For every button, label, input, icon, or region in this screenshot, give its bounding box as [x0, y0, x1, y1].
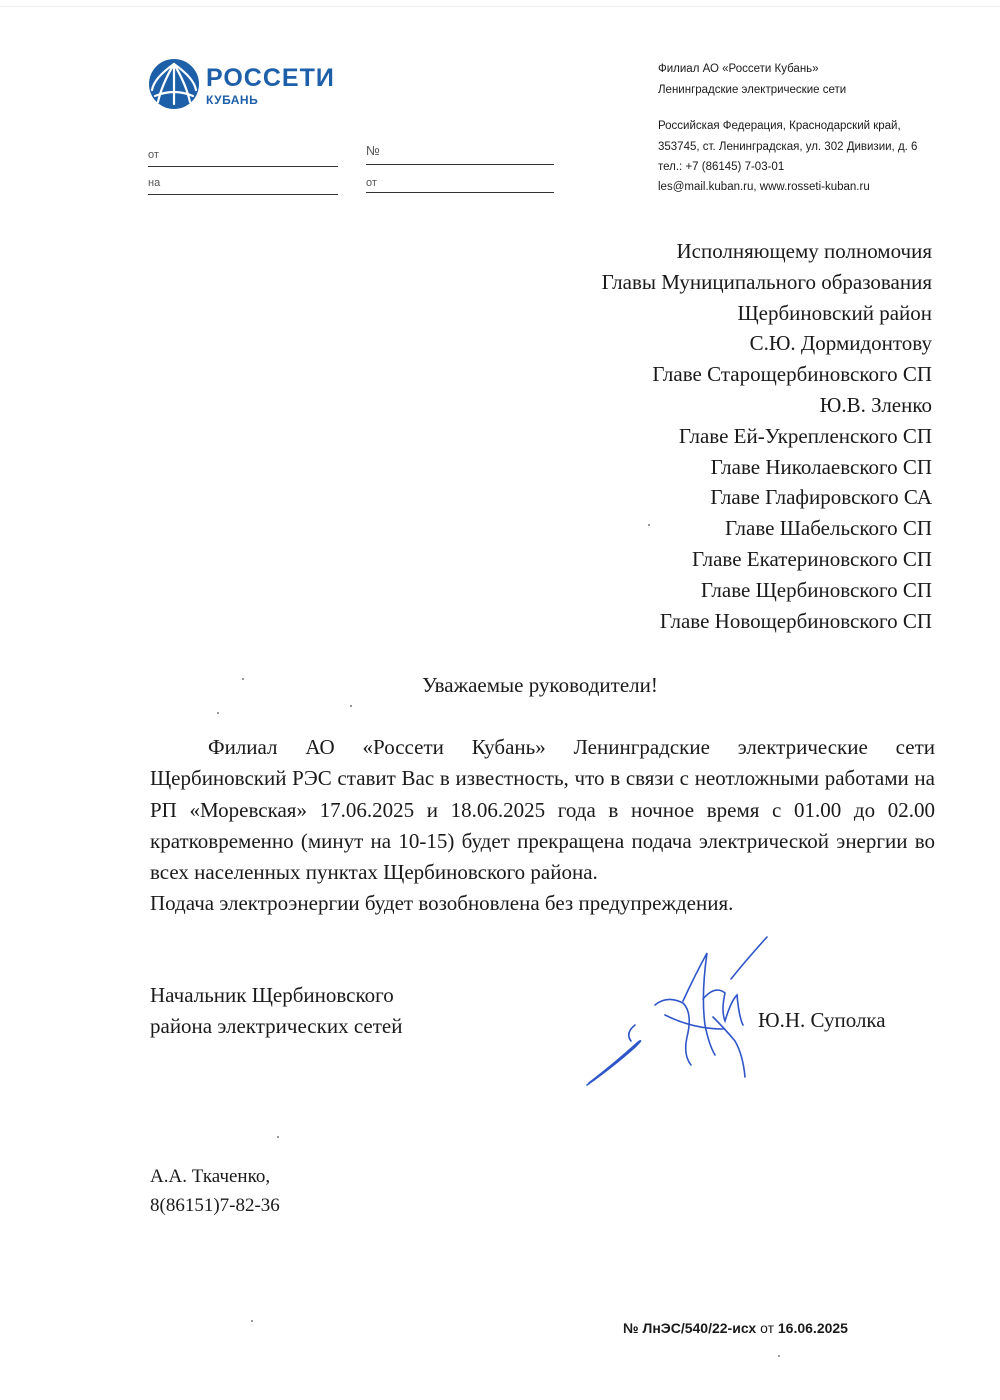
registration-number-value: ЛнЭС/540/22-исх — [642, 1320, 757, 1336]
logo-region-name: КУБАНЬ — [206, 93, 259, 107]
number-label: № — [366, 143, 380, 158]
sender-org-line1: Филиал АО «Россети Кубань» — [658, 63, 819, 75]
outgoing-date-label: от — [148, 149, 159, 161]
signatory-position-line: района электрических сетей — [150, 1014, 403, 1038]
reply-to-label: на — [148, 177, 161, 189]
sender-address-line1: Российская Федерация, Краснодарский край, — [658, 120, 901, 132]
reply-to-line — [148, 194, 338, 195]
scan-speck — [778, 1355, 780, 1357]
body-paragraph: Филиал АО «Россети Кубань» Ленинградские электрические сети Щербиновский РЭС ставит Вас в известность, что в связи с неотложными работами на РП «Моревская» 17.06.2025 и 18.06.2025 года в ночное время с 01.00 до 02.00 кратковременно (минут на 10-15) будет прекращена подача электрической энергии во всех населенных пунктах Щербиновского района. — [150, 735, 935, 885]
scan-speck — [277, 1136, 279, 1138]
addressee-line: Главы Муниципального образования — [601, 269, 932, 294]
signatory-position — [150, 980, 402, 1042]
addressee-line: Главе Николаевского СП — [710, 454, 932, 479]
page-top-border — [0, 6, 1000, 7]
executor-name: А.А. Ткаченко, — [150, 1166, 271, 1187]
scan-speck — [350, 705, 352, 707]
logo-brand-name: РОССЕТИ — [206, 64, 335, 92]
letter-body — [150, 732, 935, 920]
addressee-line: Главе Екатериновского СП — [692, 546, 932, 571]
addressee-line: Главе Шабельского СП — [725, 516, 932, 541]
sender-org-line2: Ленинградские электрические сети — [658, 84, 847, 96]
addressee-line: Щербиновский район — [737, 300, 932, 325]
company-logo — [148, 58, 335, 114]
outgoing-date-line — [148, 166, 338, 167]
handwritten-signature — [575, 925, 775, 1095]
signatory-name: Ю.Н. Суполка — [758, 1008, 886, 1032]
reply-date-line — [366, 192, 554, 193]
sender-address-line2: 353745, ст. Ленинградская, ул. 302 Дивизии, д. 6 — [658, 141, 918, 153]
addressee-line: Ю.В. Зленко — [819, 392, 932, 417]
executor-phone: 8(86151)7-82-36 — [150, 1195, 280, 1216]
addressee-line: Исполняющему полномочия — [676, 239, 932, 263]
registration-number — [623, 1320, 848, 1336]
addressee-line: Главе Щербиновского СП — [700, 577, 932, 602]
greeting: Уважаемые руководители! — [422, 673, 658, 697]
registration-date-value: 16.06.2025 — [777, 1320, 848, 1336]
addressee-line: С.Ю. Дормидонтову — [749, 331, 932, 356]
scan-speck — [251, 1320, 253, 1322]
registration-date-prefix: от — [760, 1320, 774, 1336]
reply-date-label: от — [366, 177, 377, 189]
scan-speck — [242, 678, 244, 680]
addressee-block — [602, 236, 932, 636]
addressee-line: Главе Ей-Укрепленского СП — [678, 423, 932, 448]
scan-speck — [217, 712, 219, 714]
number-line — [366, 164, 554, 165]
executor-block — [150, 1162, 280, 1220]
addressee-line: Главе Новощербиновского СП — [659, 608, 932, 633]
rosseti-logo-icon — [148, 58, 200, 110]
sender-contacts: les@mail.kuban.ru, www.rosseti-kuban.ru — [658, 181, 870, 193]
sender-phone: тел.: +7 (86145) 7-03-01 — [658, 161, 785, 173]
addressee-line: Главе Глафировского СА — [710, 485, 932, 510]
signatory-position-line: Начальник Щербиновского — [150, 983, 394, 1007]
scan-speck — [648, 524, 650, 526]
registration-number-prefix: № — [623, 1320, 639, 1336]
body-paragraph: Подача электроэнергии будет возобновлена без предупреждения. — [150, 891, 734, 916]
addressee-line: Главе Старощербиновского СП — [652, 362, 932, 387]
